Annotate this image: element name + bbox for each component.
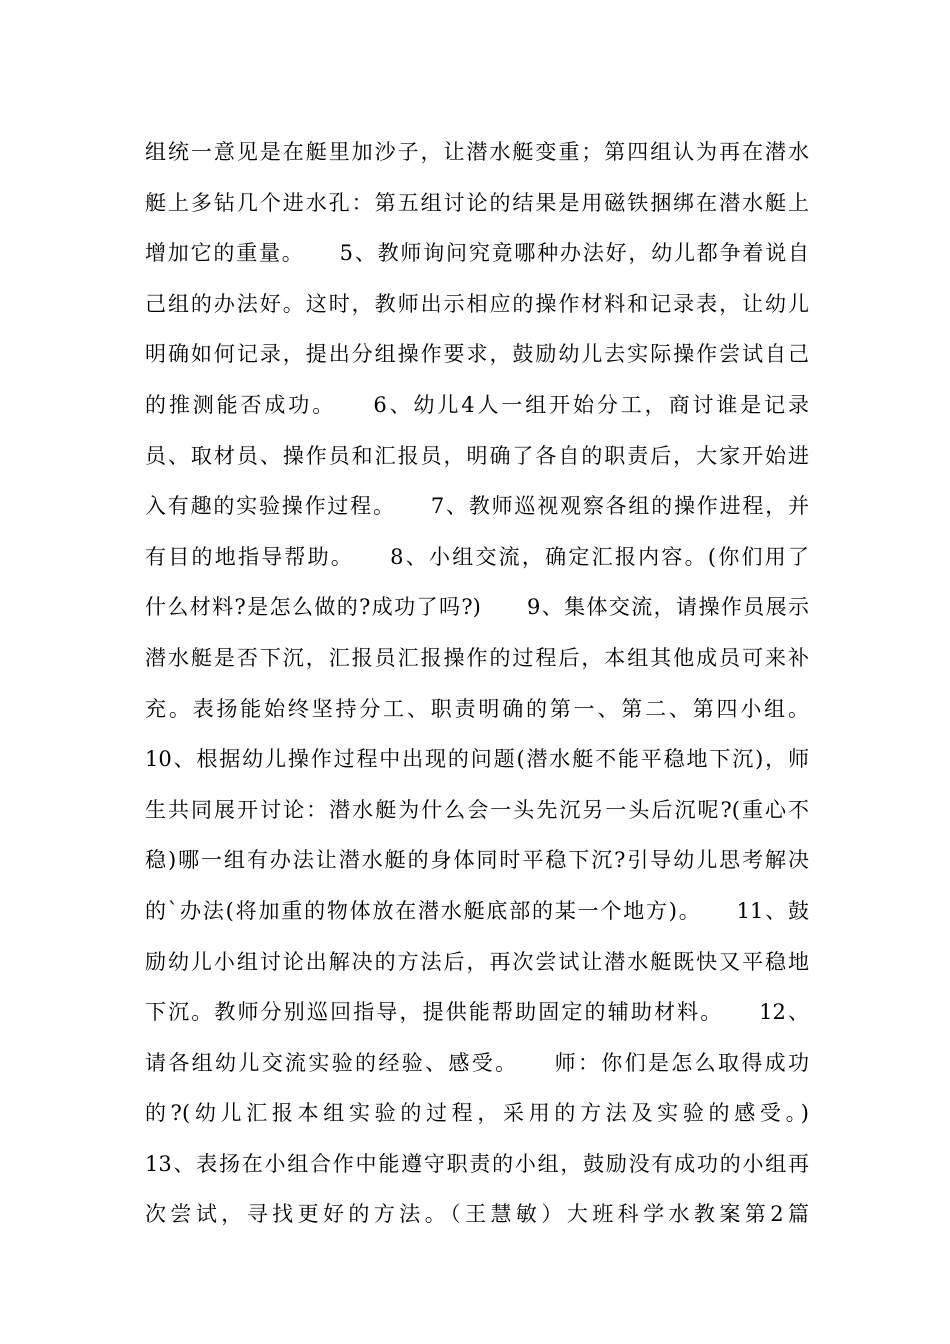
text-line: 的推测能否成功。 6、幼儿4人一组开始分工，商讨谁是记录: [145, 392, 809, 417]
text-line: 10、根据幼儿操作过程中出现的问题(潜水艇不能平稳地下沉)，师: [145, 747, 809, 772]
text-line: 入有趣的实验操作过程。 7、教师巡视观察各组的操作进程，并: [145, 494, 809, 519]
text-line: 明确如何记录，提出分组操作要求，鼓励幼儿去实际操作尝试自己: [145, 342, 809, 367]
document-body: [145, 127, 809, 1240]
text-line: 下沉。教师分别巡回指导，提供能帮助固定的辅助材料。 12、: [145, 1000, 809, 1025]
text-line: 什么材料?是怎么做的?成功了吗?) 9、集体交流，请操作员展示: [145, 595, 809, 620]
text-line: 艇上多钻几个进水孔：第五组讨论的结果是用磁铁捆绑在潜水艇上: [145, 190, 809, 215]
text-line: 13、表扬在小组合作中能遵守职责的小组，鼓励没有成功的小组再: [145, 1151, 809, 1176]
text-line: 生共同展开讨论：潜水艇为什么会一头先沉另一头后沉呢?(重心不: [145, 797, 809, 822]
text-line: 潜水艇是否下沉，汇报员汇报操作的过程后，本组其他成员可来补: [145, 645, 809, 670]
text-line: 充。表扬能始终坚持分工、职责明确的第一、第二、第四小组。: [145, 696, 809, 721]
text-line: 组统一意见是在艇里加沙子，让潜水艇变重；第四组认为再在潜水: [145, 140, 809, 164]
text-line: 稳)哪一组有办法让潜水艇的身体同时平稳下沉?引导幼儿思考解决: [145, 848, 809, 873]
text-line: 增加它的重量。 5、教师询问究竟哪种办法好，幼儿都争着说自: [145, 241, 809, 266]
text-line: 请各组幼儿交流实验的经验、感受。 师：你们是怎么取得成功: [145, 1050, 809, 1075]
text-line: 有目的地指导帮助。 8、小组交流，确定汇报内容。(你们用了: [145, 544, 809, 569]
text-line: 次尝试，寻找更好的方法。（王慧敏）大班科学水教案第2篇: [145, 1202, 809, 1227]
text-line: 的`办法(将加重的物体放在潜水艇底部的某一个地方)。 11、鼓: [145, 898, 809, 923]
text-line: 励幼儿小组讨论出解决的方法后，再次尝试让潜水艇既快又平稳地: [145, 949, 809, 974]
text-line: 己组的办法好。这时，教师出示相应的操作材料和记录表，让幼儿: [145, 291, 809, 316]
text-line: 的?(幼儿汇报本组实验的过程，采用的方法及实验的感受。): [145, 1101, 809, 1126]
text-line: 员、取材员、操作员和汇报员，明确了各自的职责后，大家开始进: [145, 443, 809, 468]
